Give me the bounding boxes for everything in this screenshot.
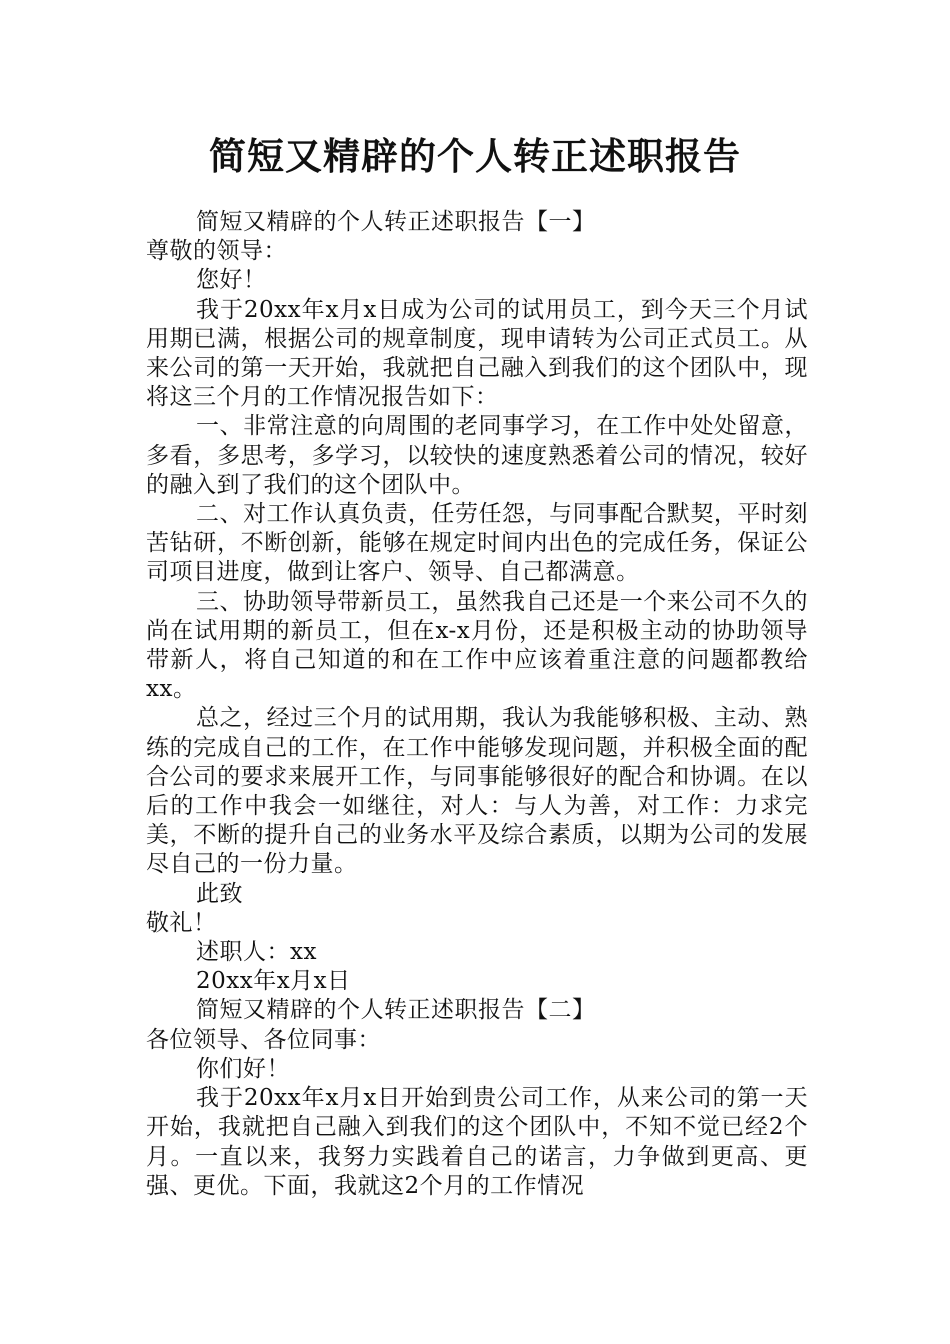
- paragraph-11: 述职人：xx: [196, 939, 317, 966]
- paragraph-4: 我于20xx年x月x日成为公司的试用员工，到今天三个月试用期已满，根据公司的规章制度，现申请转为公司正式员工。从来公司的第一天开始，我就把自己融入到我们的这个团队中，现将这三个月的工作情况报告如下：: [146, 296, 808, 411]
- paragraph-12: 20xx年x月x日: [196, 968, 351, 995]
- paragraph-14: 各位领导、各位同事：: [146, 1026, 381, 1053]
- paragraph-9: 此致: [196, 880, 243, 907]
- paragraph-10: 敬礼！: [146, 909, 217, 936]
- paragraph-5: 一、非常注意的向周围的老同事学习，在工作中处处留意，多看，多思考，多学习，以较快的速度熟悉着公司的情况，较好的融入到了我们的这个团队中。: [146, 413, 808, 498]
- paragraph-6: 二、对工作认真负责，任劳任怨，与同事配合默契，平时刻苦钻研，不断创新，能够在规定时间内出色的完成任务，保证公司项目进度，做到让客户、领导、自己都满意。: [146, 501, 808, 586]
- paragraph-13: 简短又精辟的个人转正述职报告【二】: [196, 997, 596, 1024]
- paragraph-15: 你们好！: [196, 1055, 290, 1082]
- paragraph-16: 我于20xx年x月x日开始到贵公司工作，从来公司的第一天开始，我就把自己融入到我们的这个团队中，不知不觉已经2个月。一直以来，我努力实践着自己的诺言，力争做到更高、更强、更优。下面，我就这2个月的工作情况: [146, 1085, 808, 1199]
- paragraph-8: 总之，经过三个月的试用期，我认为我能够积极、主动、熟练的完成自己的工作，在工作中能够发现问题，并积极全面的配合公司的要求来展开工作，与同事能够很好的配合和协调。在以后的工作中我会一如继往，对人：与人为善，对工作：力求完美，不断的提升自己的业务水平及综合素质，以期为公司的发展尽自己的一份力量。: [146, 705, 808, 878]
- paragraph-3: 您好！: [196, 267, 267, 294]
- paragraph-2: 尊敬的领导：: [146, 238, 287, 265]
- paragraph-7: 三、协助领导带新员工，虽然我自己还是一个来公司不久的尚在试用期的新员工，但在x-x月份，还是积极主动的协助领导带新人，将自己知道的和在工作中应该着重注意的问题都教给xx。: [146, 588, 808, 703]
- document-title: 简短又精辟的个人转正述职报告: [209, 134, 741, 178]
- paragraph-1: 简短又精辟的个人转正述职报告【一】: [196, 209, 596, 235]
- document-body: [146, 208, 808, 1201]
